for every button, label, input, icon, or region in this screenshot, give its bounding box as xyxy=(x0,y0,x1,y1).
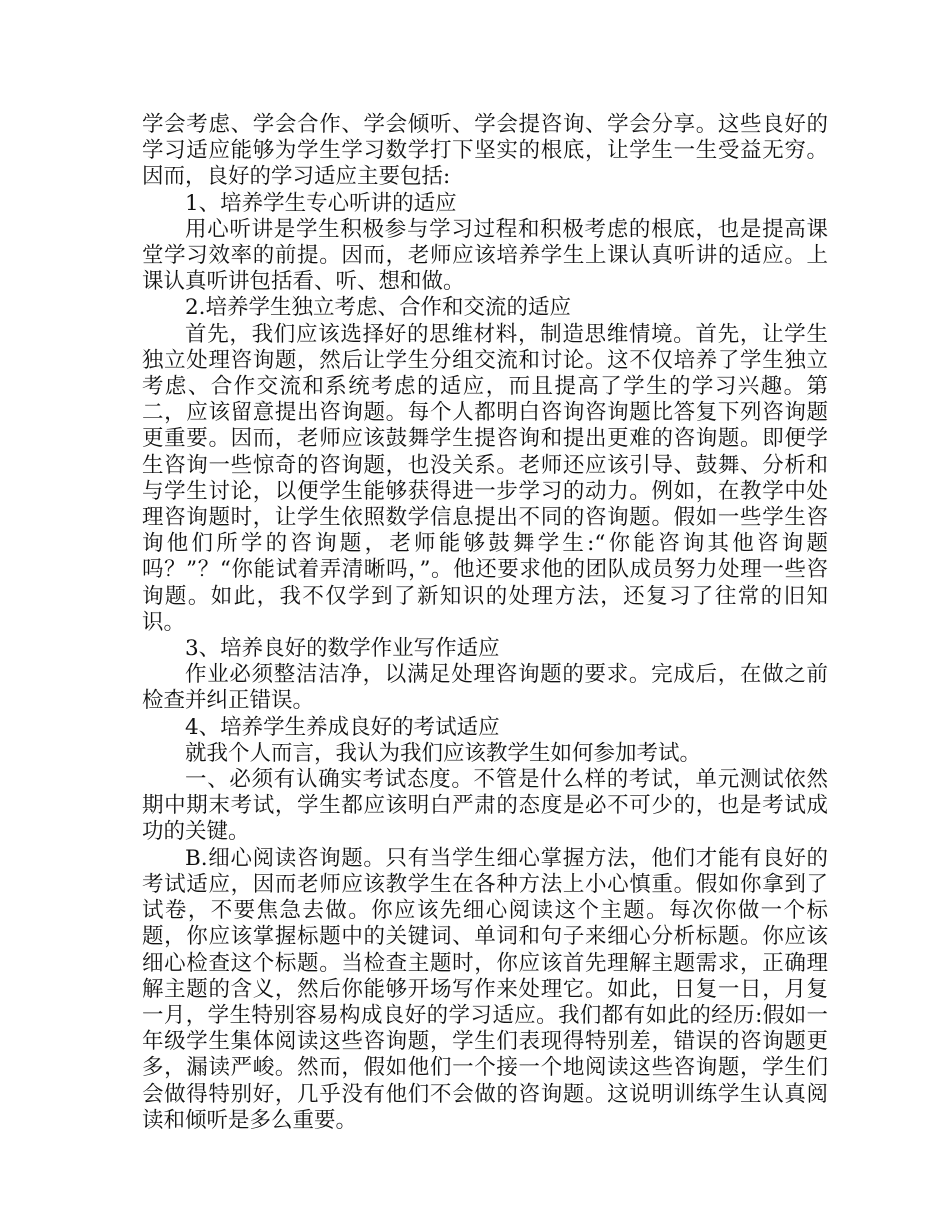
paragraph-homework: 作业必须整洁洁净，以满足处理咨询题的要求。完成后，在做之前检查并纠正错误。 xyxy=(142,662,828,714)
heading-listening-habit: 1、培养学生专心听讲的适应 xyxy=(185,190,457,216)
paragraph-listening: 用心听讲是学生积极参与学习过程和积极考虑的根底，也是提高课堂学习效率的前提。因而，老师应该培养学生上课认真听讲的适应。上课认真听讲包括看、听、想和做。 xyxy=(142,216,828,295)
heading-exam-habit: 4、培养学生养成良好的考试适应 xyxy=(185,714,500,740)
heading-independent-thinking: 2.培养学生独立考虑、合作和交流的适应 xyxy=(185,295,572,321)
paragraph-careful-reading: B.细心阅读咨询题。只有当学生细心掌握方法，他们才能有良好的考试适应，因而老师应该教学生在各种方法上小心慎重。假如你拿到了试卷，不要焦急去做。你应该先细心阅读这个主题。每次你做一个标题，你应该掌握标题中的关键词、单词和句子来细心分析标题。你应该细心检查这个标题。当检查主题时，你应该首先理解主题需求，正确理解主题的含义，然后你能够开场写作来处理它。如此，日复一日，月复一月，学生特别容易构成良好的学习适应。我们都有如此的经历:假如一年级学生集体阅读这些咨询题，学生们表现得特别差，错误的咨询题更多，漏读严峻。然而，假如他们一个接一个地阅读这些咨询题，学生们会做得特别好，几乎没有他们不会做的咨询题。这说明训练学生认真阅读和倾听是多么重要。 xyxy=(142,845,828,1133)
paragraph-intro: 学会考虑、学会合作、学会倾听、学会提咨询、学会分享。这些良好的学习适应能够为学生学习数学打下坚实的根底，让学生一生受益无穷。因而，良好的学习适应主要包括: xyxy=(142,112,828,190)
paragraph-independent-thinking: 首先，我们应该选择好的思维材料，制造思维情境。首先，让学生独立处理咨询题，然后让学生分组交流和讨论。这不仅培养了学生独立考虑、合作交流和系统考虑的适应，而且提高了学生的学习兴趣。第二，应该留意提出咨询题。每个人都明白咨询咨询题比答复下列咨询题更重要。因而，老师应该鼓舞学生提咨询和提出更难的咨询题。即便学生咨询一些惊奇的咨询题，也没关系。老师还应该引导、鼓舞、分析和与学生讨论，以便学生能够获得进一步学习的动力。例如，在教学中处理咨询题时，让学生依照数学信息提出不同的咨询题。假如一些学生咨询他们所学的咨询题，老师能够鼓舞学生:“你能咨询其他咨询题吗？”？“你能试着弄清晰吗，”。他还要求他的团队成员努力处理一些咨询题。如此，我不仅学到了新知识的处理方法，还复习了往常的旧知识。 xyxy=(142,321,828,635)
heading-homework-habit: 3、培养良好的数学作业写作适应 xyxy=(185,636,500,662)
paragraph-exam-intro: 就我个人而言，我认为我们应该教学生如何参加考试。 xyxy=(185,740,702,766)
document-body xyxy=(142,112,828,1134)
paragraph-exam-attitude: 一、必须有认确实考试态度。不管是什么样的考试，单元测试依然期中期末考试，学生都应该明白严肃的态度是必不可少的，也是考试成功的关键。 xyxy=(142,767,828,845)
